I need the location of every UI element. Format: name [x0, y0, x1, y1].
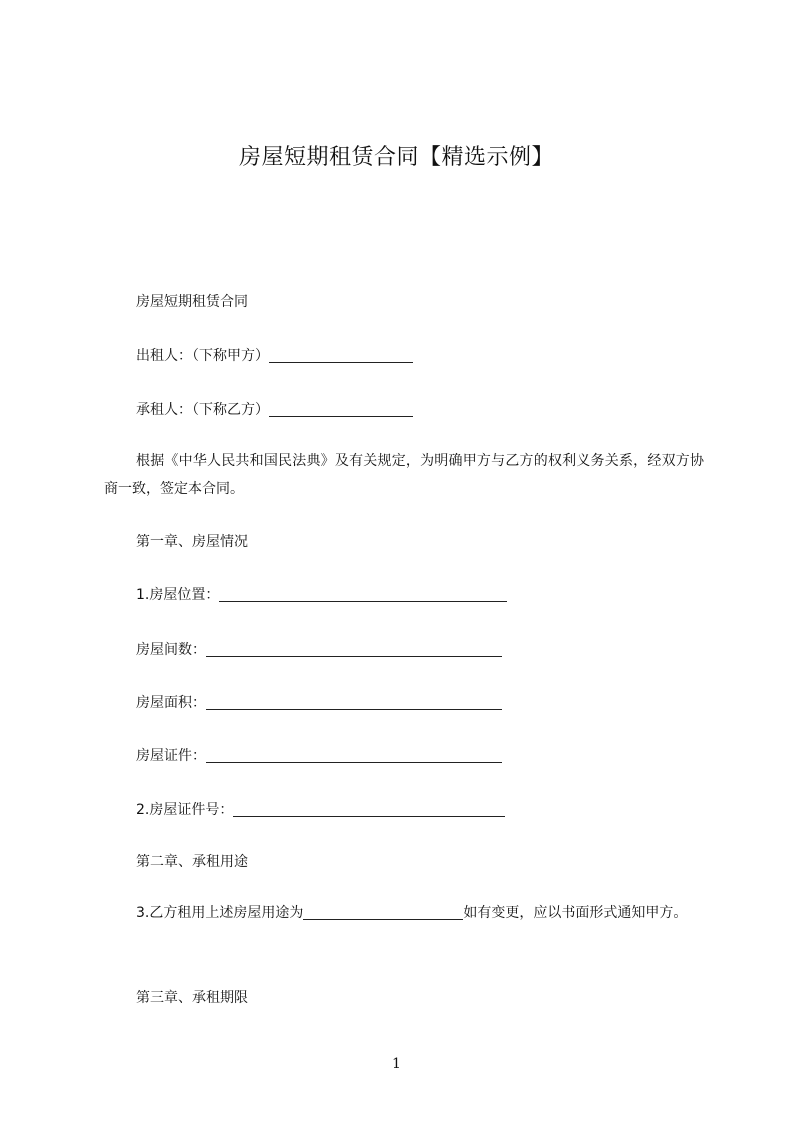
area-line: [136, 692, 502, 712]
lessee-blank: [269, 402, 413, 417]
lessor-blank: [269, 348, 413, 363]
location-blank: [219, 587, 507, 602]
certificate-line: [136, 745, 502, 765]
location-label: 1.房屋位置：: [136, 587, 220, 603]
preamble-paragraph: 根据《中华人民共和国民法典》及有关规定，为明确甲方与乙方的权利义务关系，经双方协商一致，签定本合同。: [104, 453, 704, 497]
area-blank: [206, 695, 502, 710]
lessee-line: [136, 399, 413, 419]
location-line: [136, 584, 507, 604]
rooms-blank: [206, 642, 502, 657]
cert-number-label: 2.房屋证件号：: [136, 802, 234, 818]
usage-blank: [303, 905, 463, 920]
usage-text-before: 3.乙方租用上述房屋用途为: [136, 905, 304, 921]
usage-text-after: 如有变更，应以书面形式通知甲方。: [463, 905, 688, 921]
certificate-blank: [206, 748, 502, 763]
rooms-label: 房屋间数：: [136, 642, 206, 658]
rooms-line: [136, 639, 502, 659]
page-number: 1: [392, 1056, 401, 1072]
chapter-1-heading: 第一章、房屋情况: [136, 534, 248, 550]
usage-paragraph: [104, 899, 704, 927]
certificate-label: 房屋证件：: [136, 748, 206, 764]
area-label: 房屋面积：: [136, 695, 206, 711]
cert-number-blank: [233, 802, 505, 817]
document-title: 房屋短期租赁合同【精选示例】: [238, 145, 554, 170]
lessor-line: [136, 345, 413, 365]
chapter-3-heading: 第三章、承租期限: [136, 990, 248, 1006]
lessor-label: 出租人：（下称甲方）: [136, 348, 269, 364]
lessee-label: 承租人：（下称乙方）: [136, 402, 269, 418]
contract-heading: 房屋短期租赁合同: [136, 294, 248, 310]
cert-number-line: [136, 799, 505, 819]
chapter-2-heading: 第二章、承租用途: [136, 854, 248, 870]
